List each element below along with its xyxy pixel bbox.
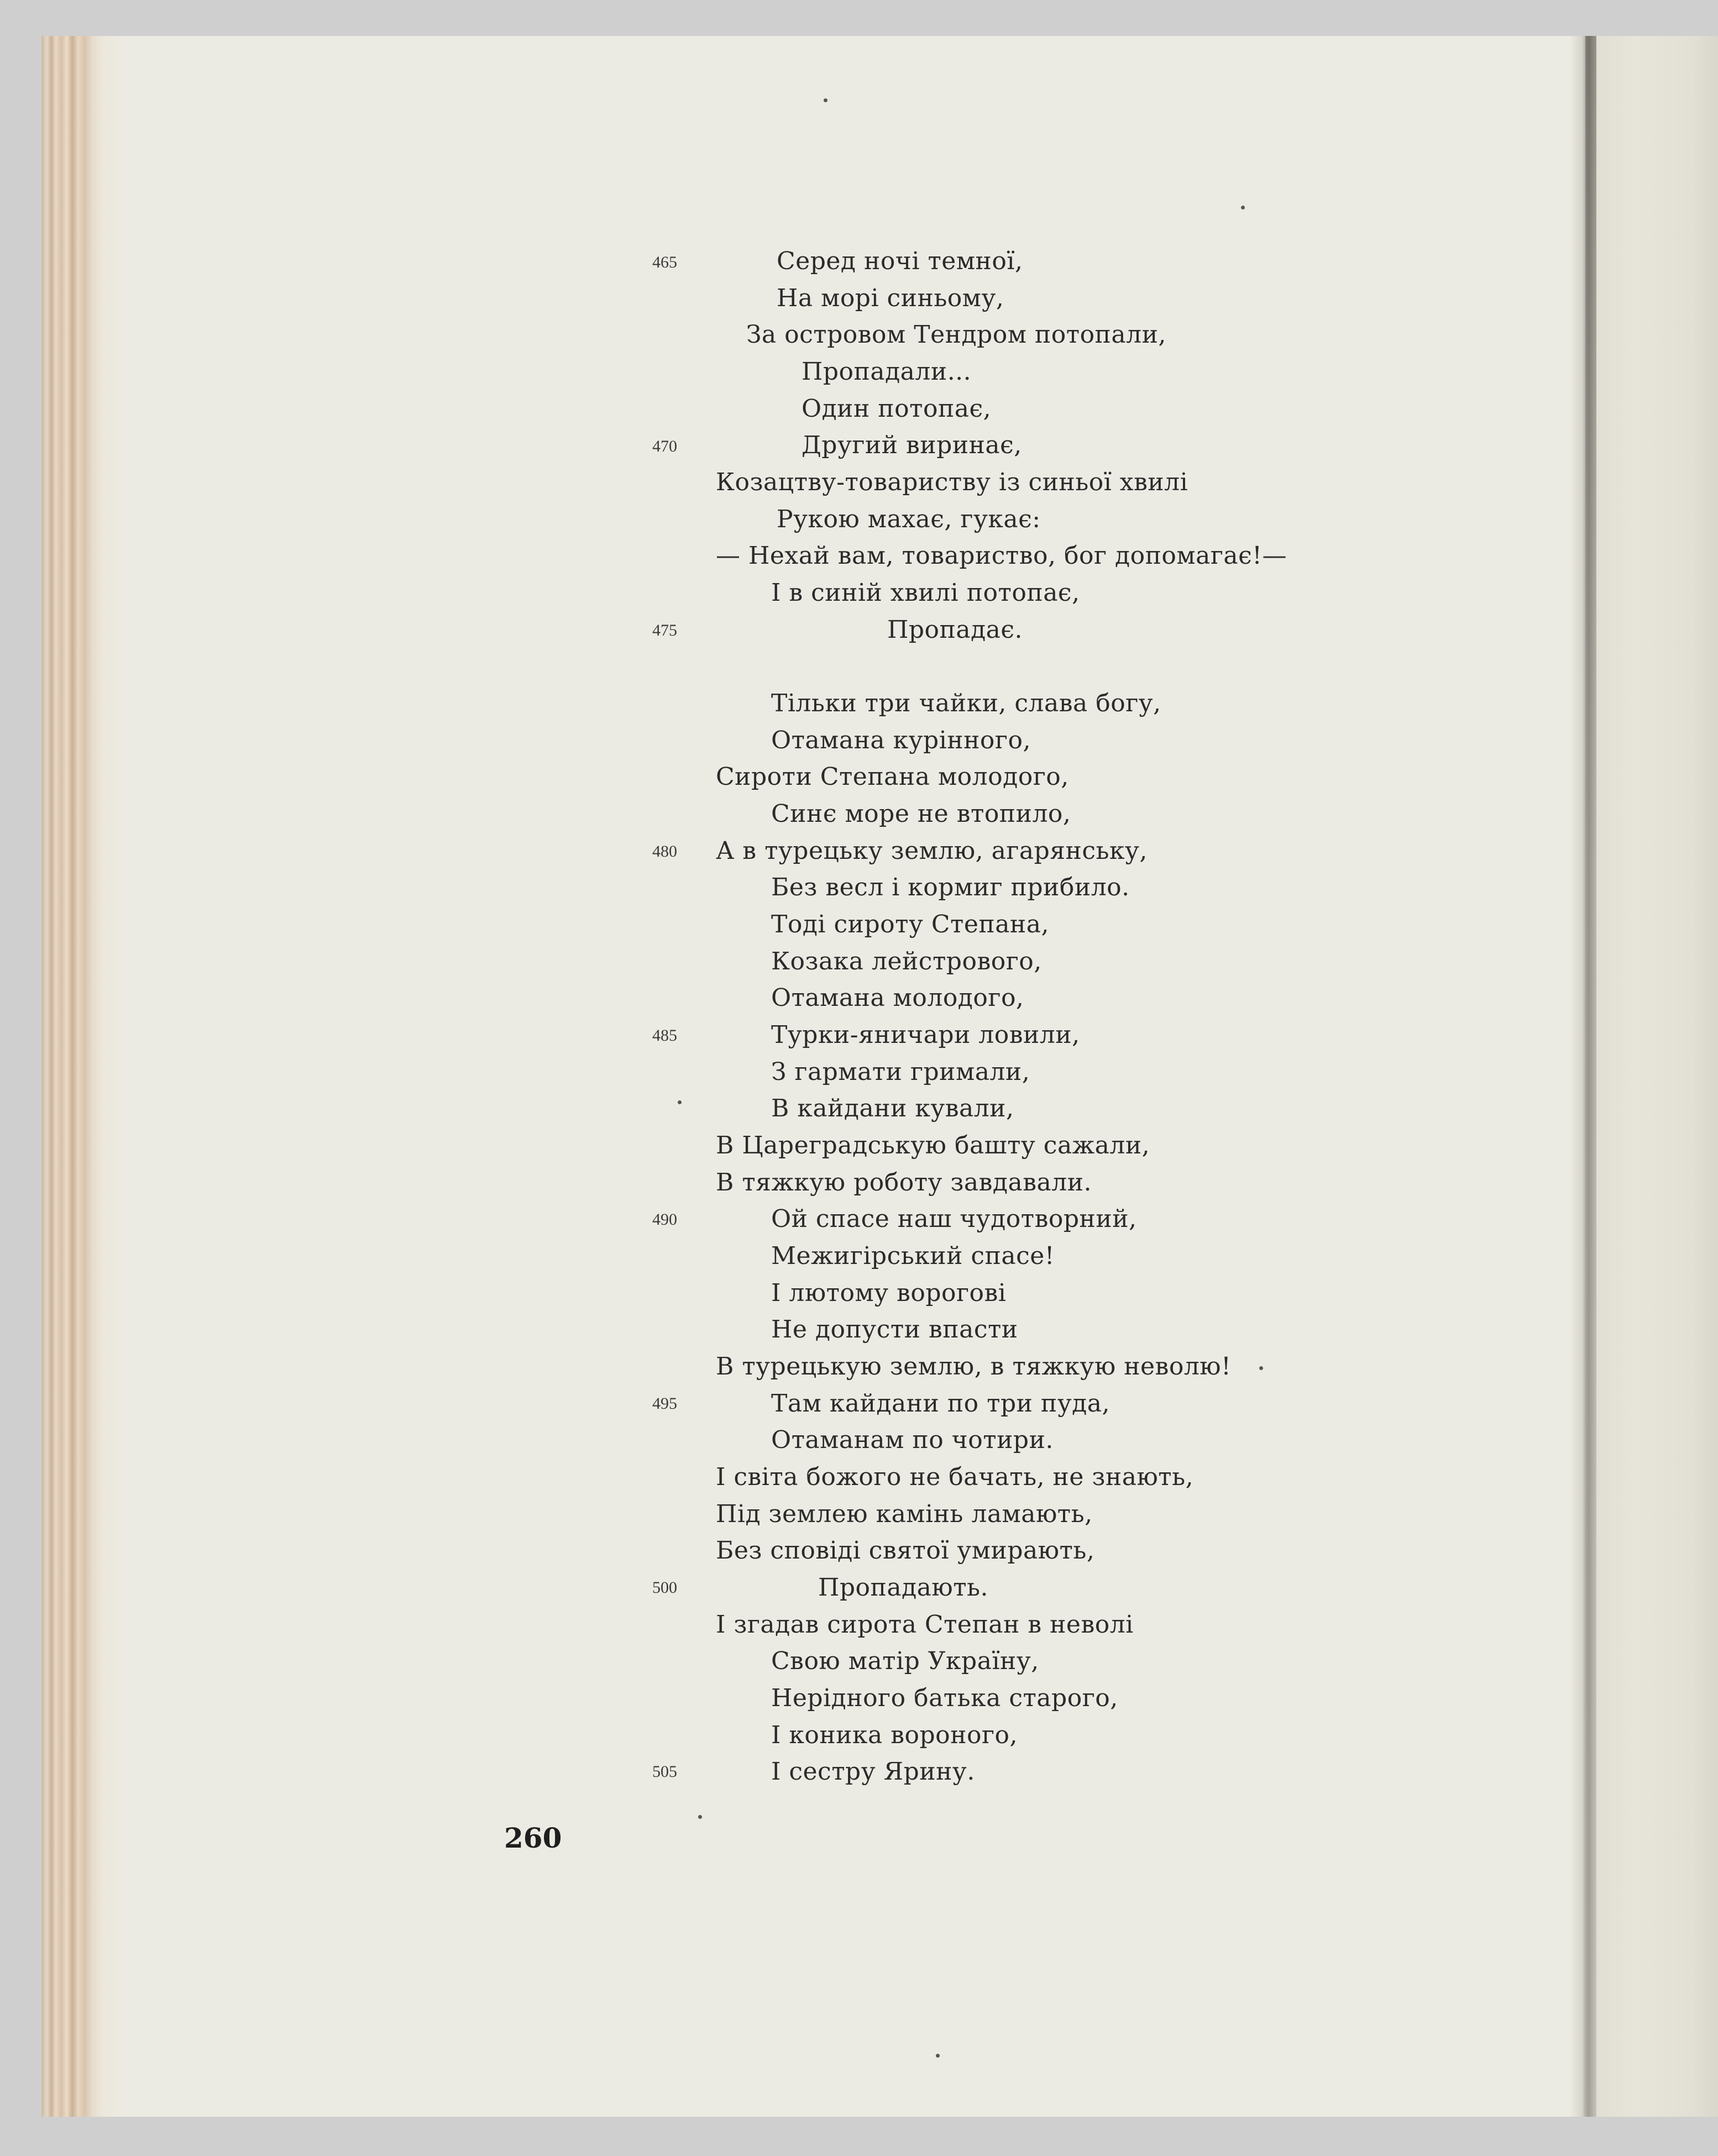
poem-line: А в турецьку землю, агарянську, (716, 837, 1148, 865)
poem-line: Без весл і кормиг прибило. (771, 873, 1130, 901)
scan-speck (1259, 1366, 1263, 1370)
poem-line: Ой спасе наш чудотворний, (771, 1205, 1137, 1233)
poem-line: Другий виринає, (802, 431, 1022, 459)
poem-line: Там кайдани по три пуда, (771, 1389, 1110, 1418)
poem-line: Синє море не втопило, (771, 800, 1071, 828)
line-number: 495 (652, 1394, 677, 1413)
poem-line: Один потопає, (802, 395, 992, 423)
poem-line: І світа божого не бачать, не знають, (716, 1463, 1194, 1491)
poem-line: Тоді сироту Степана, (771, 910, 1049, 938)
line-number: 480 (652, 842, 677, 861)
poem-line: Пропадають. (818, 1573, 988, 1602)
line-number: 465 (652, 253, 677, 271)
poem-line: В тяжкую роботу завдавали. (716, 1168, 1092, 1197)
poem-line: Пропадали... (802, 358, 972, 386)
poem-line: Козака лейстрового, (771, 947, 1042, 975)
poem-line: В турецькую землю, в тяжкую неволю! (716, 1352, 1232, 1381)
line-number: 505 (652, 1762, 677, 1781)
poem-line: Серед ночі темної, (777, 247, 1023, 275)
poem-line: Сироти Степана молодого, (716, 763, 1069, 791)
poem-line: В Цареградськую башту сажали, (716, 1131, 1150, 1160)
line-number: 485 (652, 1026, 677, 1045)
page-number: 260 (504, 1822, 562, 1854)
poem-line: На морі синьому, (777, 284, 1004, 312)
line-number: 500 (652, 1578, 677, 1597)
scan-speck (698, 1815, 702, 1819)
scan-speck (678, 1100, 682, 1104)
poem-line: Свою матір Україну, (771, 1647, 1039, 1675)
poem-line: Межигірський спасе! (771, 1242, 1055, 1270)
poem-line: Турки-яничари ловили, (771, 1021, 1080, 1049)
poem-line: За островом Тендром потопали, (746, 321, 1166, 349)
poem-line: І в синій хвилі потопає, (771, 579, 1080, 607)
poem-line: Тільки три чайки, слава богу, (771, 689, 1161, 717)
poem-line: Пропадає. (887, 616, 1023, 644)
poem-line: І сестру Ярину. (771, 1758, 975, 1786)
poem-line: Під землею камінь ламають, (716, 1500, 1093, 1528)
line-number: 475 (652, 621, 677, 639)
poem-line: Без сповіді святої умирають, (716, 1536, 1095, 1565)
poem-line: Отамана молодого, (771, 984, 1024, 1012)
poem-line: Отамана курінного, (771, 726, 1031, 754)
poem-line: Нерідного батька старого, (771, 1684, 1118, 1712)
poem-line: З гармати гримали, (771, 1058, 1030, 1086)
scan-speck (936, 2054, 940, 2058)
poem-line: І згадав сирота Степан в неволі (716, 1611, 1134, 1639)
line-number: 490 (652, 1210, 677, 1229)
line-number: 470 (652, 437, 677, 455)
scan-speck (1241, 206, 1245, 209)
poem-line: Рукою махає, гукає: (777, 505, 1041, 533)
poem-line: І коника вороного, (771, 1721, 1018, 1749)
poem-line: — Нехай вам, товариство, бог допомагає!— (716, 542, 1287, 570)
poem-line: І лютому ворогові (771, 1279, 1007, 1307)
poem-line: Отаманам по чотири. (771, 1426, 1054, 1454)
poem-line: В кайдани кували, (771, 1094, 1014, 1122)
poem-line: Не допусти впасти (771, 1315, 1018, 1344)
poem-line: Козацтву-товариству із синьої хвилі (716, 468, 1188, 496)
scan-speck (824, 98, 827, 102)
